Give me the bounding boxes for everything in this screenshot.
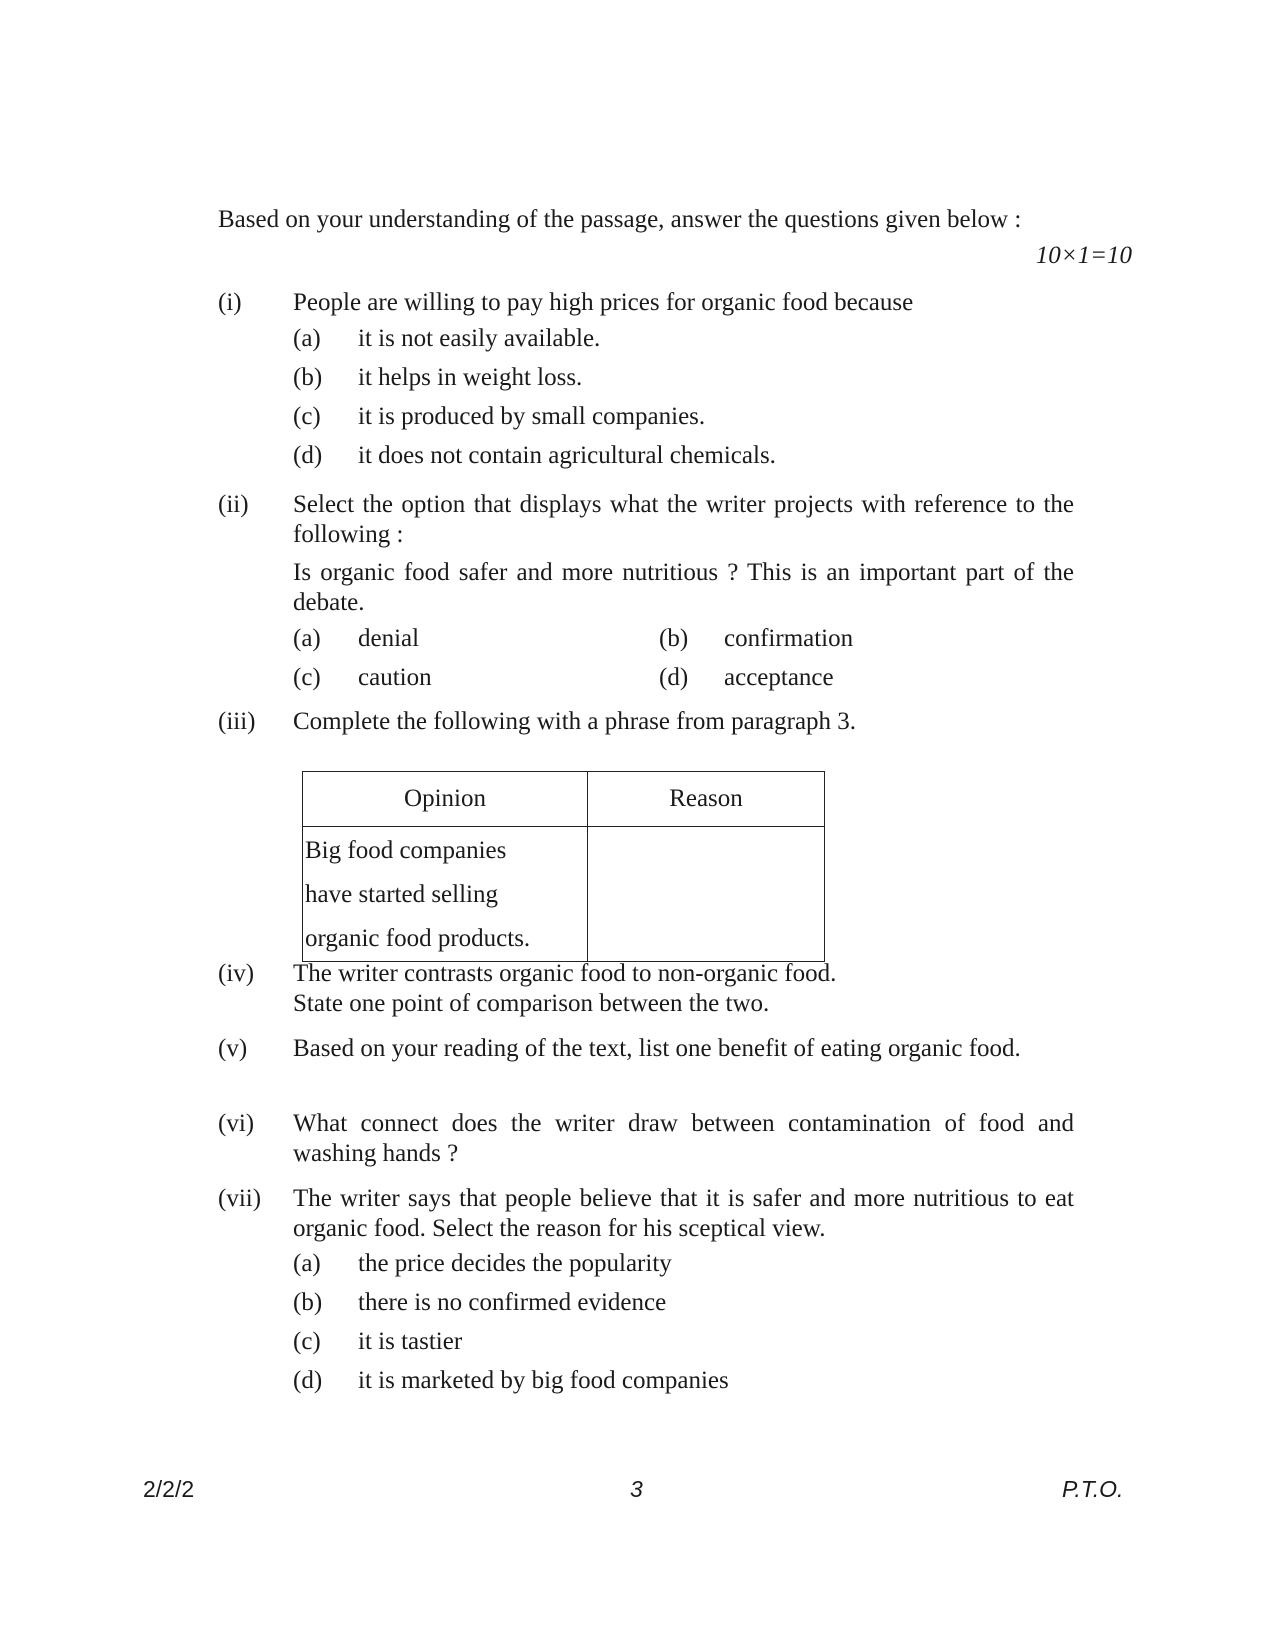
option-letter: (d) <box>293 442 323 469</box>
option-letter: (c) <box>293 1328 321 1355</box>
option-letter: (a) <box>293 625 321 652</box>
opinion-cell <box>303 827 588 962</box>
options-list <box>293 1249 1074 1405</box>
question-number: (iv) <box>218 960 255 987</box>
option-text: caution <box>358 664 432 691</box>
question-i <box>218 288 1074 480</box>
option-d <box>293 441 1074 480</box>
question-number: (v) <box>218 1035 248 1062</box>
option-text: it does not contain agricultural chemicals. <box>358 442 776 469</box>
question-number: (ii) <box>218 491 249 518</box>
options-grid <box>293 624 1074 702</box>
page-number: 3 <box>630 1476 643 1502</box>
option-letter: (b) <box>293 1289 323 1316</box>
question-stem: Complete the following with a phrase from paragraph 3. <box>293 708 857 735</box>
question-stem: What connect does the writer draw between contamination of food and washing hands ? <box>293 1110 1074 1167</box>
option-letter: (d) <box>293 1367 323 1394</box>
question-vii <box>218 1184 1074 1405</box>
opinion-line: organic food products. <box>305 925 531 952</box>
reason-cell <box>588 827 825 962</box>
option-text: it is marketed by big food companies <box>358 1367 729 1394</box>
question-number: (i) <box>218 289 242 316</box>
paper-code: 2/2/2 <box>143 1476 195 1502</box>
marks-allocation: 10×1=10 <box>1035 242 1132 269</box>
opinion-reason-table <box>302 771 825 962</box>
option-text: the price decides the popularity <box>358 1250 672 1277</box>
option-a <box>293 1249 1074 1288</box>
question-quote: Is organic food safer and more nutritious ? This is an important part of the debate. <box>293 559 1074 616</box>
option-letter: (a) <box>293 1250 321 1277</box>
option-letter: (a) <box>293 325 321 352</box>
table-header-opinion: Opinion <box>303 772 588 827</box>
option-c <box>293 402 1074 441</box>
option-text: it is produced by small companies. <box>358 403 706 430</box>
question-number: (vii) <box>218 1185 262 1212</box>
option-text: acceptance <box>724 664 834 691</box>
table-header-reason: Reason <box>588 772 825 827</box>
option-letter: (c) <box>293 664 321 691</box>
question-stem-line: State one point of comparison between the two. <box>293 990 770 1017</box>
option-d <box>293 1366 1074 1405</box>
question-stem: Based on your reading of the text, list one benefit of eating organic food. <box>293 1035 1021 1062</box>
question-vi <box>218 1109 1074 1169</box>
table-row <box>303 827 825 962</box>
option-letter: (d) <box>659 664 689 691</box>
instruction <box>218 202 1132 269</box>
instruction-text: Based on your understanding of the passage, answer the questions given below : <box>218 206 1022 233</box>
option-text: confirmation <box>724 625 854 652</box>
question-v <box>218 1034 1074 1064</box>
option-text: there is no confirmed evidence <box>358 1289 667 1316</box>
opinion-line: Big food companies <box>305 837 507 864</box>
question-ii <box>218 490 1074 702</box>
option-c <box>293 1327 1074 1366</box>
options-list <box>293 324 1074 480</box>
question-stem: People are willing to pay high prices for organic food because <box>293 289 914 316</box>
option-text: it helps in weight loss. <box>358 364 583 391</box>
option-letter: (b) <box>659 625 689 652</box>
option-b <box>293 1288 1074 1327</box>
question-number: (iii) <box>218 708 256 735</box>
table-header-row <box>303 772 825 827</box>
option-letter: (c) <box>293 403 321 430</box>
option-letter: (b) <box>293 364 323 391</box>
opinion-line: have started selling <box>305 881 498 908</box>
question-stem: The writer says that people believe that it is safer and more nutritious to eat organic food. Select the reason for his sceptical view. <box>293 1185 1074 1242</box>
question-stem-line: The writer contrasts organic food to non-organic food. <box>293 960 837 987</box>
option-b <box>293 363 1074 402</box>
please-turn-over: P.T.O. <box>1062 1476 1124 1502</box>
question-iii <box>218 707 1074 737</box>
question-iv <box>218 959 1074 1019</box>
option-text: denial <box>358 625 420 652</box>
question-number: (vi) <box>218 1110 255 1137</box>
option-text: it is tastier <box>358 1328 463 1355</box>
question-stem: Select the option that displays what the writer projects with reference to the following : <box>293 491 1074 548</box>
option-a <box>293 324 1074 363</box>
option-text: it is not easily available. <box>358 325 601 352</box>
